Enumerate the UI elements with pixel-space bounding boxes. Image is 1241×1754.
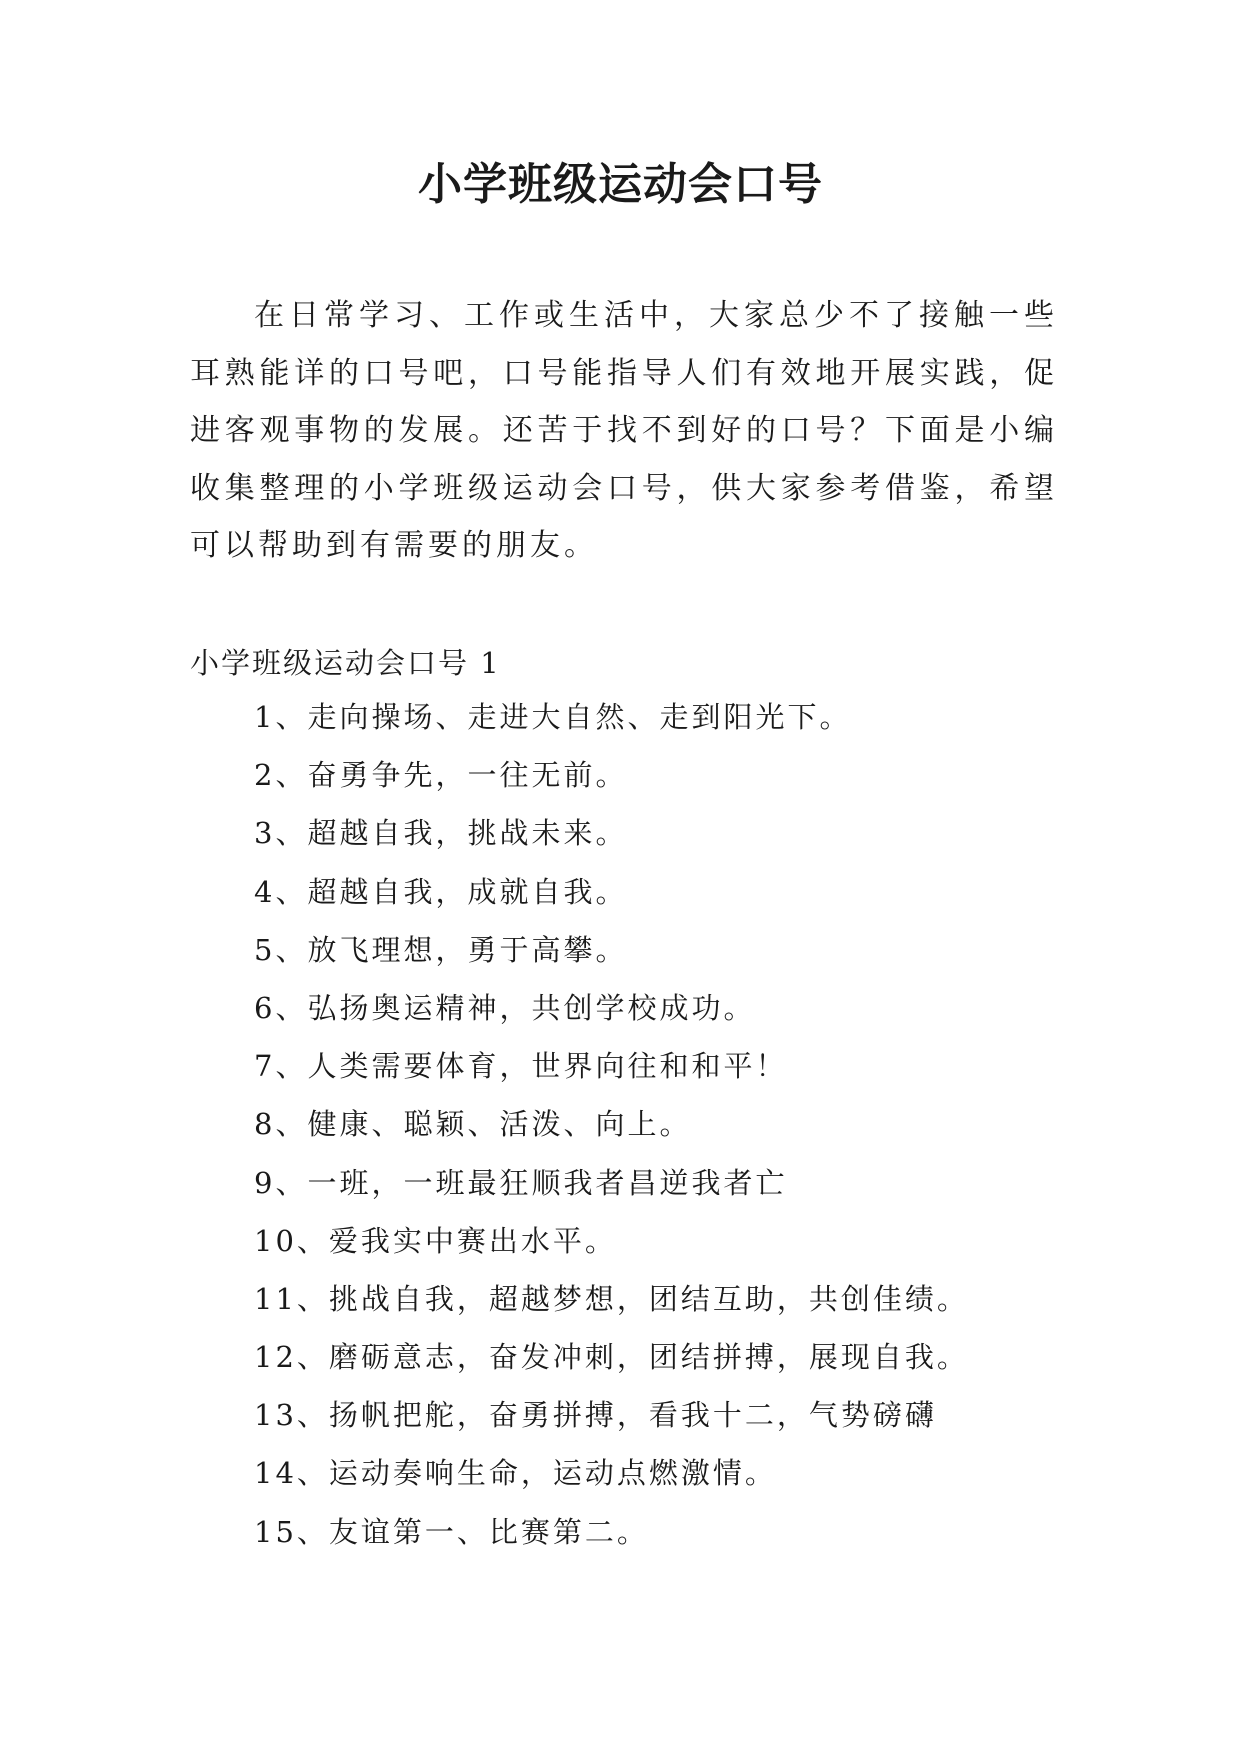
slogan-item: 13、扬帆把舵，奋勇拼搏，看我十二，气势磅礴	[254, 1398, 937, 1433]
slogan-item: 10、爱我实中赛出水平。	[254, 1223, 617, 1258]
slogan-item: 11、挑战自我，超越梦想，团结互助，共创佳绩。	[254, 1281, 969, 1316]
intro-paragraph: 在日常学习、工作或生活中，大家总少不了接触一些耳熟能详的口号吧，口号能指导人们有效地开展实践，促进客观事物的发展。还苦于找不到好的口号？下面是小编收集整理的小学班级运动会口号，供大家参考借鉴，希望可以帮助到有需要的朋友。	[190, 298, 1058, 563]
slogan-list	[254, 697, 969, 1570]
slogan-item: 1、走向操场、走进大自然、走到阳光下。	[254, 700, 852, 734]
slogan-item: 3、超越自我，挑战未来。	[254, 816, 628, 851]
slogan-item: 14、运动奏响生命，运动点燃激情。	[254, 1456, 777, 1491]
document-title: 小学班级运动会口号	[418, 159, 823, 210]
slogan-item: 9、一班，一班最狂顺我者昌逆我者亡	[254, 1165, 788, 1200]
slogan-item: 12、磨砺意志，奋发冲刺，团结拼搏，展现自我。	[254, 1340, 969, 1375]
slogan-item: 2、奋勇争先，一往无前。	[254, 758, 628, 793]
slogan-item: 4、超越自我，成就自我。	[254, 874, 628, 909]
section-heading: 小学班级运动会口号 1	[190, 646, 501, 680]
slogan-item: 8、健康、聪颖、活泼、向上。	[254, 1107, 692, 1142]
slogan-item: 5、放飞理想，勇于高攀。	[254, 932, 628, 967]
slogan-item: 15、友谊第一、比赛第二。	[254, 1514, 649, 1549]
slogan-item: 6、弘扬奥运精神，共创学校成功。	[254, 990, 756, 1025]
slogan-item: 7、人类需要体育，世界向往和和平！	[254, 1049, 788, 1084]
